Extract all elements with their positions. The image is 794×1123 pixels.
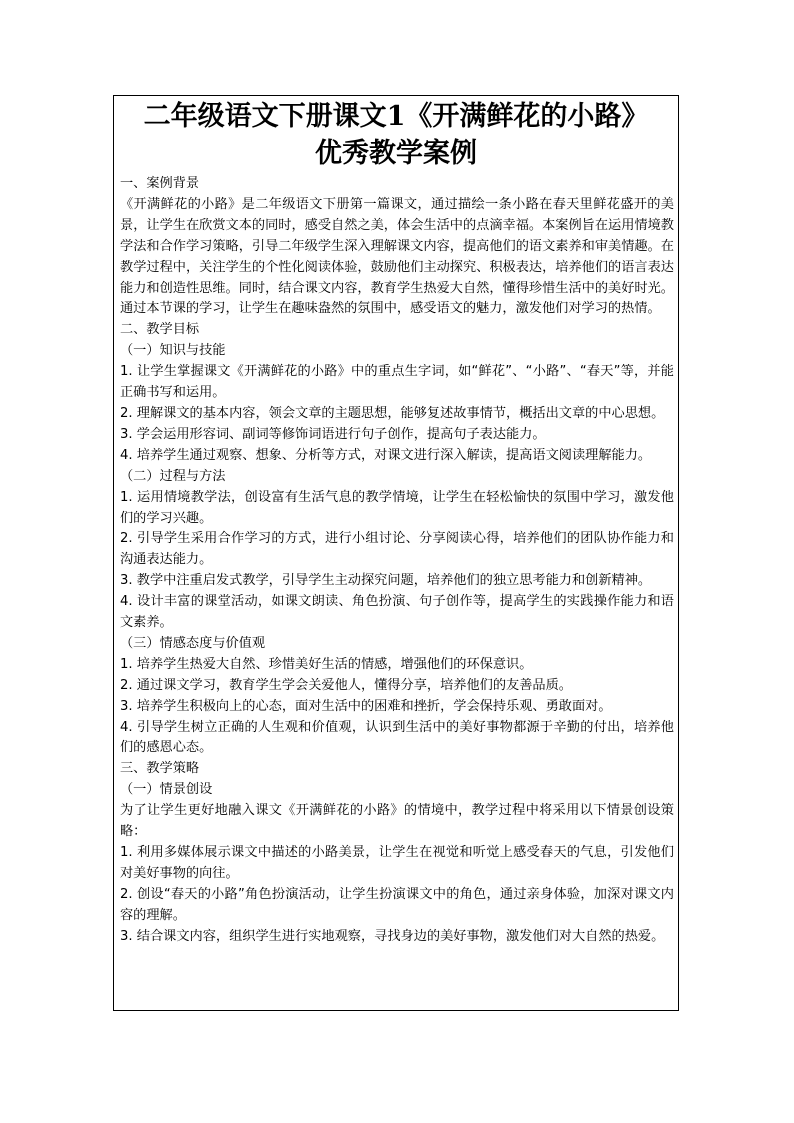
paragraph: 一、案例背景 <box>120 176 200 191</box>
paragraph: 三、教学策略 <box>120 761 200 777</box>
paragraph: 2. 创设“春天的小路”角色扮演活动，让学生扮演课文中的角色，通过亲身体验，加深对课文内容的理解。 <box>120 886 674 923</box>
paragraph: 2. 理解课文的基本内容，领会文章的主题思想，能够复述故事情节，概括出文章的中心思想。 <box>120 405 665 421</box>
document-body <box>114 172 678 948</box>
paragraph: 3. 培养学生积极向上的心态，面对生活中的困难和挫折，学会保持乐观、勇敢面对。 <box>120 698 612 714</box>
paragraph: 二、教学目标 <box>120 322 200 338</box>
paragraph: 2. 通过课文学习，教育学生学会关爱他人，懂得分享，培养他们的友善品质。 <box>120 677 572 693</box>
paragraph: （三）情感态度与价值观 <box>120 635 266 651</box>
paragraph: 4. 设计丰富的课堂活动，如课文朗读、角色扮演、句子创作等，提高学生的实践操作能力和语文素养。 <box>120 594 674 631</box>
paragraph: 《开满鲜花的小路》是二年级语文下册第一篇课文，通过描绘一条小路在春天里鲜花盛开的美景，让学生在欣赏文本的同时，感受自然之美，体会生活中的点滴幸福。本案例旨在运用情境教学法和合作学习策略，引导二年级学生深入理解课文内容，提高他们的语文素养和审美情趣。在教学过程中，关注学生的个性化阅读体验，鼓励他们主动探究、积极表达，培养他们的语言表达能力和创造性思维。同时，结合课文内容，教育学生热爱大自然，懂得珍惜生活中的美好时光。通过本节课的学习，让学生在趣味盎然的氛围中，感受语文的魅力，激发他们对学习的热情。 <box>120 196 674 317</box>
paragraph: 1. 培养学生热爱大自然、珍惜美好生活的情感，增强他们的环保意识。 <box>120 656 533 672</box>
paragraph: 为了让学生更好地融入课文《开满鲜花的小路》的情境中，教学过程中将采用以下情景创设策略： <box>120 803 674 840</box>
paragraph: 3. 教学中注重启发式教学，引导学生主动探究问题，培养他们的独立思考能力和创新精神。 <box>120 573 652 589</box>
paragraph: 4. 引导学生树立正确的人生观和价值观，认识到生活中的美好事物都源于辛勤的付出，培养他们的感恩心态。 <box>120 719 674 756</box>
paragraph: 2. 引导学生采用合作学习的方式，进行小组讨论、分享阅读心得，培养他们的团队协作能力和沟通表达能力。 <box>120 531 674 568</box>
title-line-2: 优秀教学案例 <box>315 138 477 169</box>
paragraph: （二）过程与方法 <box>120 468 226 484</box>
paragraph: 1. 让学生掌握课文《开满鲜花的小路》中的重点生字词，如“鲜花”、“小路”、“春天”等，并能正确书写和运用。 <box>120 364 674 401</box>
paragraph: 1. 利用多媒体展示课文中描述的小路美景，让学生在视觉和听觉上感受春天的气息，引发他们对美好事物的向往。 <box>120 845 674 881</box>
paragraph: 3. 结合课文内容，组织学生进行实地观察，寻找身边的美好事物，激发他们对大自然的热爱。 <box>120 928 665 944</box>
paragraph: 3. 学会运用形容词、副词等修饰词语进行句子创作，提高句子表达能力。 <box>120 426 546 442</box>
paragraph: （一）知识与技能 <box>120 343 226 359</box>
paragraph: （一）情景创设 <box>120 782 213 798</box>
title-line-1: 二年级语文下册课文1《开满鲜花的小路》 <box>143 101 649 132</box>
paragraph: 1. 运用情境教学法，创设富有生活气息的教学情境，让学生在轻松愉快的氛围中学习，激发他们的学习兴趣。 <box>120 489 674 526</box>
document-title <box>114 96 678 172</box>
paragraph: 4. 培养学生通过观察、想象、分析等方式，对课文进行深入解读，提高语文阅读理解能力。 <box>120 447 652 463</box>
document-frame <box>113 95 679 1011</box>
